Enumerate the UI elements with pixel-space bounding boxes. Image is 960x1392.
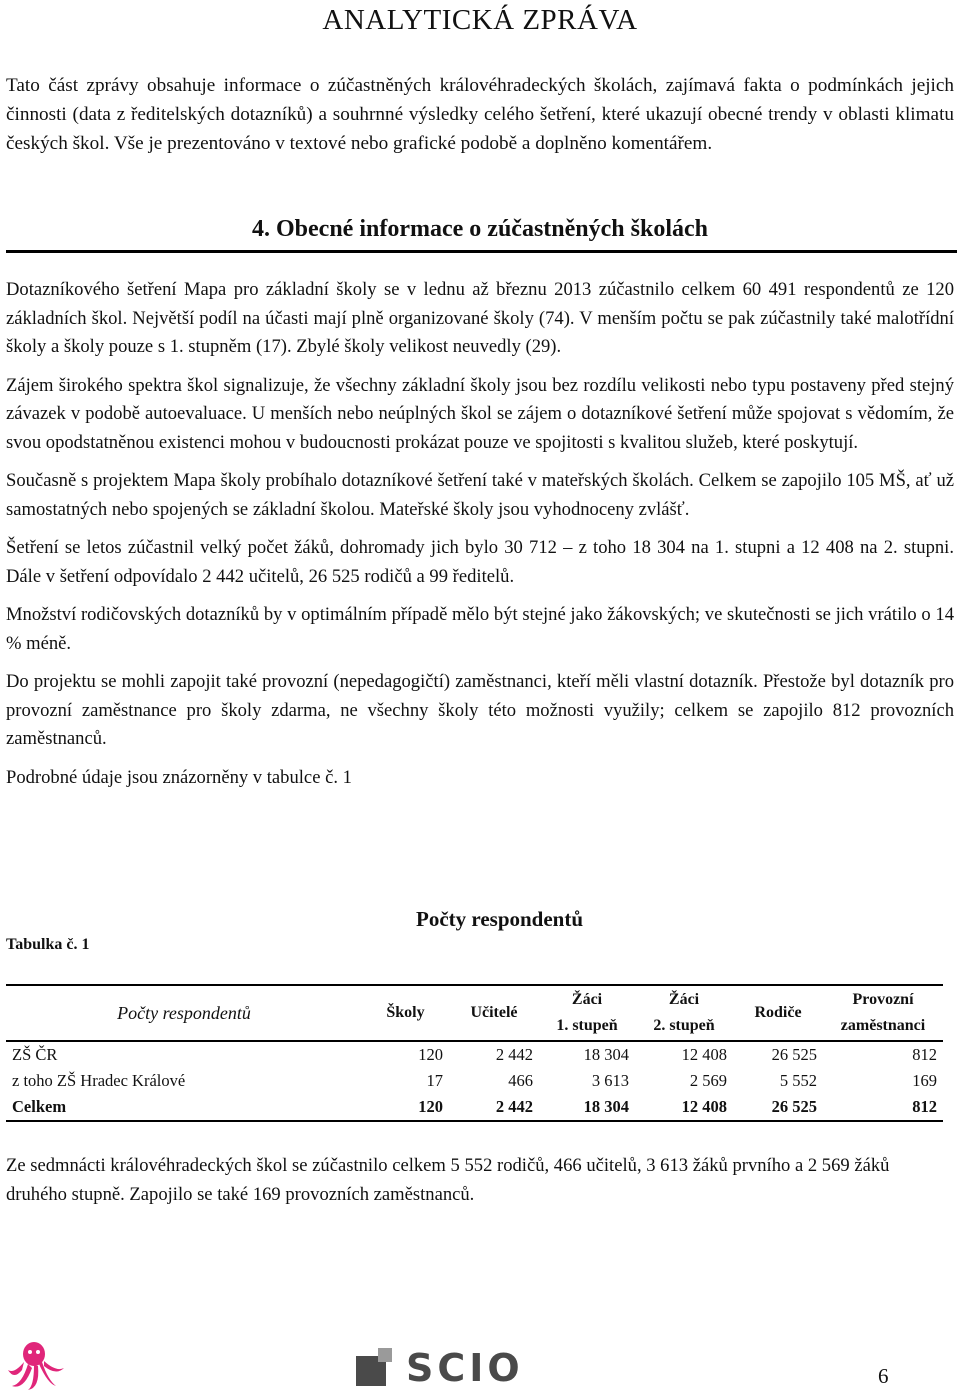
table-cell: 26 525: [771, 1045, 817, 1064]
table-cell: 812: [912, 1097, 937, 1116]
row-label: Celkem: [12, 1097, 67, 1116]
col-header: Žáci 2. stupeň: [653, 991, 715, 1034]
col-header: Školy: [386, 1004, 425, 1021]
table-corner-label: Počty respondentů: [117, 1003, 251, 1023]
table-cell: 3 613: [591, 1071, 629, 1090]
respondents-table: [6, 984, 943, 1122]
table-cell: 2 442: [495, 1045, 533, 1064]
table-cell: 12 408: [681, 1097, 727, 1116]
col-header: Žáci 1. stupeň: [556, 991, 618, 1034]
heading-rule: [6, 250, 957, 253]
paragraph: Šetření se letos zúčastnil velký počet žáků, dohromady jich bylo 30 712 – z toho 18 304 na 1. stupni a 12 408 na 2. stupni. Dále v šetření odpovídalo 2 442 učitelů, 26 525 rodičů a 99 ředitelů.: [6, 537, 954, 587]
octopus-logo-icon: [4, 1340, 68, 1392]
table-cell: 120: [418, 1045, 443, 1064]
col-header: Učitelé: [470, 1004, 518, 1021]
scio-logo-text: SCIO: [406, 1346, 524, 1390]
table-cell: 12 408: [681, 1045, 727, 1064]
table-row: [6, 1041, 943, 1068]
paragraph: Do projektu se mohli zapojit také provozní (nepedagogičtí) zaměstnanci, kteří měli vlastní dotazník. Přestože byl dotazník pro provozní zaměstnance pro školy zdarma, ne všechny školy této možnosti využily; celkem se zapojilo 812 provozních zaměstnanců.: [6, 671, 954, 749]
col-header: Provozní zaměstnanci: [840, 991, 926, 1034]
table-cell: 2 442: [495, 1097, 533, 1116]
table-cell: 812: [912, 1045, 937, 1064]
paragraph: Podrobné údaje jsou znázorněny v tabulce č. 1: [6, 766, 352, 788]
paragraph: Množství rodičovských dotazníků by v optimálním případě mělo být stejné jako žákovských; ve skutečnosti se jich vrátilo o 14 % méně.: [6, 604, 954, 654]
table-title: Počty respondentů: [416, 907, 584, 931]
outro-paragraph: Ze sedmnácti královéhradeckých škol se zúčastnilo celkem 5 552 rodičů, 466 učitelů, 3 613 žáků prvního a 2 569 žáků druhého stupně. Zapojilo se také 169 provozních zaměstnanců.: [6, 1155, 890, 1205]
table-cell: 26 525: [771, 1097, 817, 1116]
table-label: Tabulka č. 1: [6, 936, 90, 953]
row-label: ZŠ ČR: [12, 1045, 58, 1064]
paragraph: Současně s projektem Mapa školy probíhalo dotazníkové šetření také v mateřských školách. Celkem se zapojilo 105 MŠ, ať už samostatných nebo spojených se základní školou. Mateřské školy jsou vyhodnoceny zvlášť.: [6, 470, 954, 520]
table-cell: 18 304: [583, 1045, 629, 1064]
page-title: ANALYTICKÁ ZPRÁVA: [322, 4, 638, 36]
table-cell: 466: [508, 1071, 533, 1090]
paragraph: Dotazníkového šetření Mapa pro základní školy se v lednu až březnu 2013 zúčastnilo celkem 60 491 respondentů ze 120 základních škol. Největší podíl na účasti mají plně organizované školy (74). V menším počtu se pak zúčastnily také malotřídní školy a školy pouze s 1. stupněm (17). Zbylé školy velikost neuvedly (29).: [6, 279, 954, 357]
table-cell: 120: [418, 1097, 443, 1116]
table-cell: 5 552: [779, 1071, 817, 1090]
row-label: z toho ZŠ Hradec Králové: [12, 1071, 186, 1090]
scio-mark-icon: [356, 1348, 396, 1388]
page-number: 6: [878, 1364, 889, 1388]
col-header: Rodiče: [754, 1004, 802, 1021]
section-heading: 4. Obecné informace o zúčastněných školách: [252, 216, 708, 242]
table-row-total: [6, 1094, 943, 1121]
intro-paragraph: Tato část zprávy obsahuje informace o zúčastněných královéhradeckých školách, zajímavá fakta o podmínkách jejich činnosti (data z ředitelských dotazníků) a souhrnné výsledky celého šetření, které ukazují obecné trendy v oblasti klimatu českých škol. Vše je prezentováno v textové nebo grafické podobě a doplněno komentářem.: [6, 75, 954, 154]
section-body: [6, 276, 954, 802]
table-header-row: [6, 985, 943, 1041]
table-row: [6, 1068, 943, 1094]
table-cell: 2 569: [689, 1071, 727, 1090]
paragraph: Zájem širokého spektra škol signalizuje, že všechny základní školy jsou bez rozdílu velikosti nebo typu postaveny před stejný závazek v podobě autoevaluace. U menších nebo neúplných škol se zájem o dotazníkové šetření může spojovat s vědomím, že svou opodstatněnou existenci mohou v budoucnosti prokázat pouze ve spojitosti s kvalitou služeb, které poskytují.: [6, 374, 954, 453]
table-cell: 17: [426, 1071, 443, 1090]
scio-logo: [356, 1348, 524, 1388]
table-cell: 18 304: [583, 1097, 629, 1116]
table-cell: 169: [912, 1071, 937, 1090]
